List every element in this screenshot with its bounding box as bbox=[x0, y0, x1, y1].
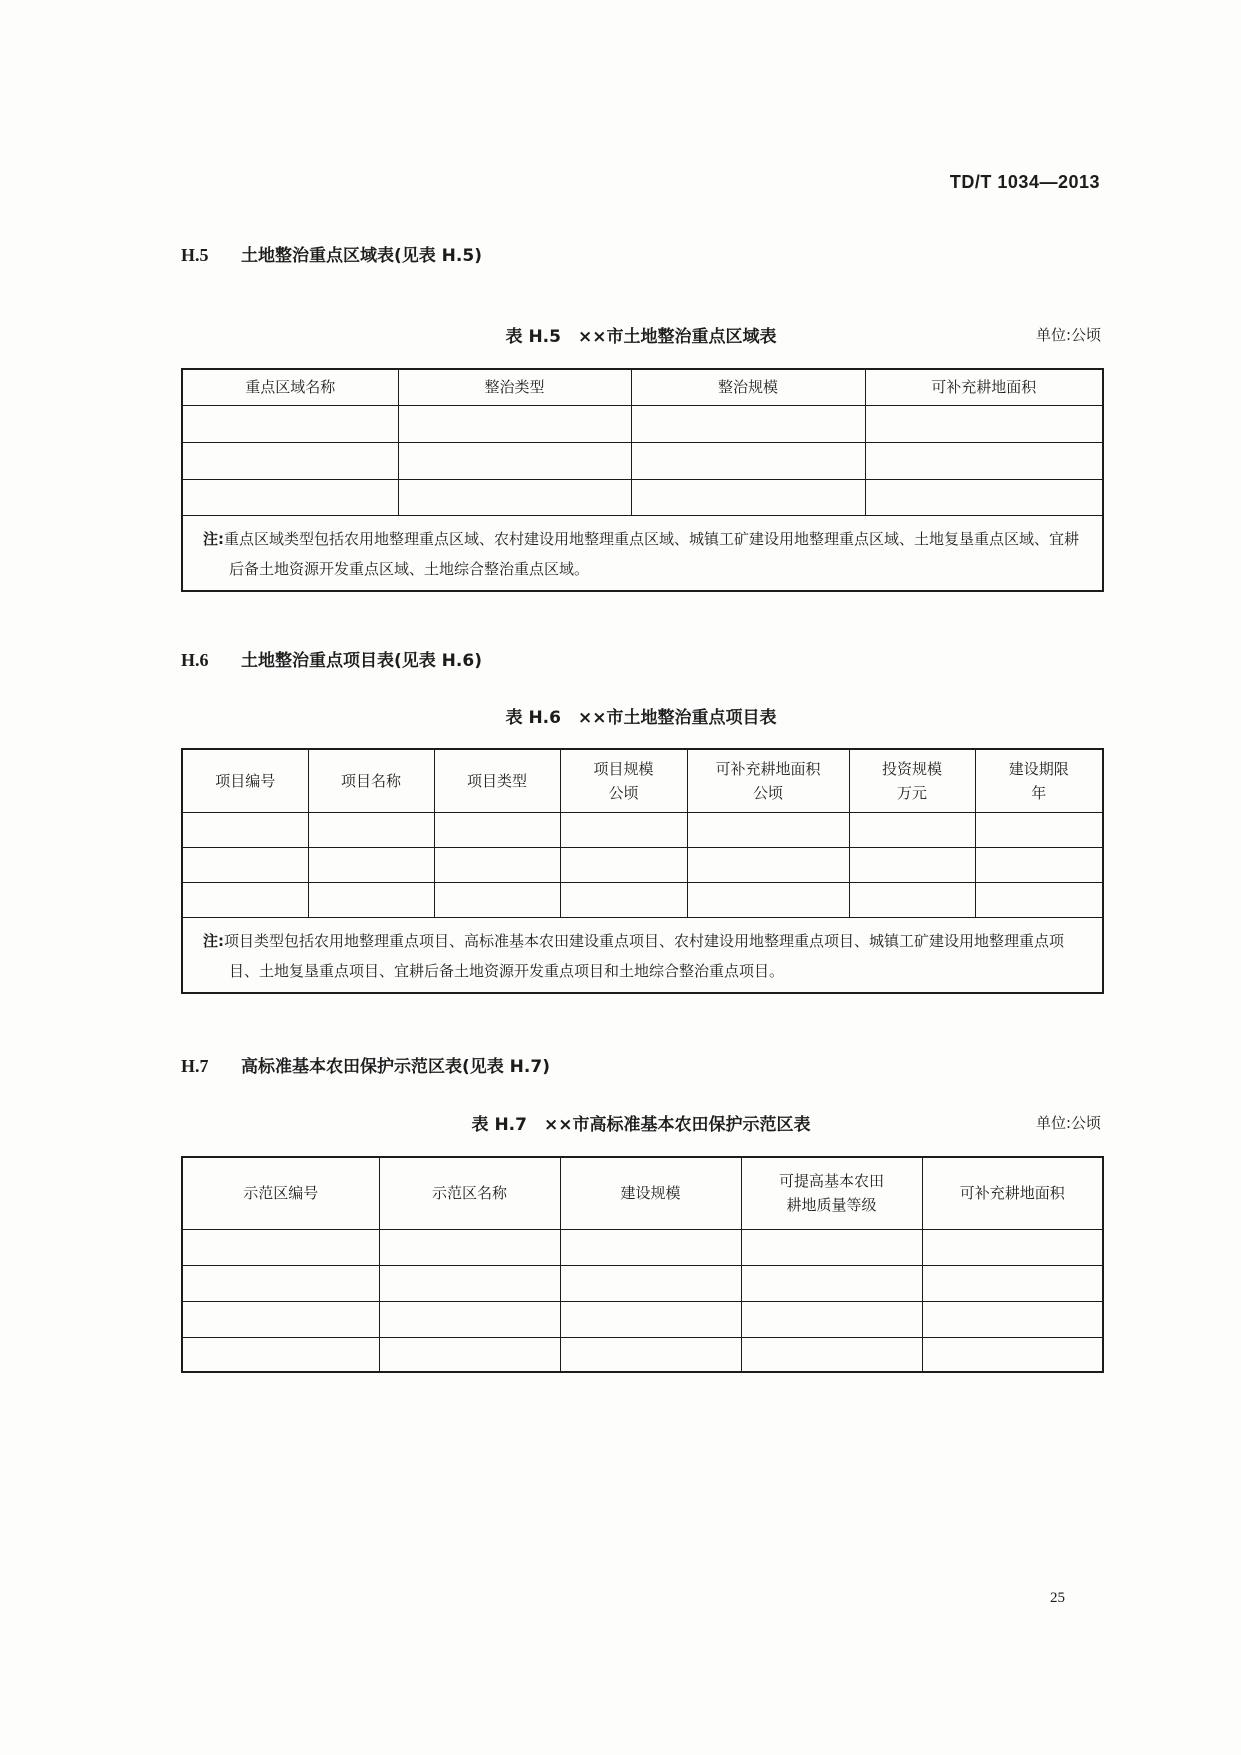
table-cell bbox=[182, 1301, 379, 1337]
table-cell bbox=[922, 1301, 1103, 1337]
table-row bbox=[182, 479, 1103, 515]
unit-label-h5: 单位:公顷 bbox=[1035, 326, 1101, 344]
table-cell bbox=[434, 812, 560, 847]
column-header bbox=[560, 749, 687, 812]
table-cell bbox=[560, 1265, 741, 1301]
header-line2: 万元 bbox=[896, 783, 927, 802]
table-cell bbox=[922, 1337, 1103, 1372]
header-line2: 公顷 bbox=[608, 783, 639, 802]
table-caption-h7: 表 H.7 ××市高标准基本农田保护示范区表 bbox=[471, 1115, 811, 1135]
table-note bbox=[182, 917, 1103, 993]
unit-label-h7: 单位:公顷 bbox=[1035, 1114, 1101, 1132]
table-cell bbox=[975, 812, 1103, 847]
table-cell bbox=[182, 847, 308, 882]
table-cell bbox=[560, 1301, 741, 1337]
section-number: H.7 bbox=[181, 1056, 209, 1076]
table-row bbox=[182, 1229, 1103, 1265]
table-h5 bbox=[181, 368, 1104, 592]
table-cell bbox=[560, 812, 687, 847]
note-text: 重点区域类型包括农用地整理重点区域、农村建设用地整理重点区域、城镇工矿建设用地整理重点区域、土地复垦重点区域、宜耕后备土地资源开发重点区域、土地综合整治重点区域。 bbox=[224, 529, 1080, 578]
table-cell bbox=[741, 1337, 922, 1372]
table-cell bbox=[922, 1265, 1103, 1301]
table-row bbox=[182, 882, 1103, 917]
table-cell bbox=[687, 847, 849, 882]
table-cell bbox=[182, 1229, 379, 1265]
column-header bbox=[741, 1157, 922, 1229]
table-cell bbox=[398, 442, 631, 479]
column-header bbox=[975, 749, 1103, 812]
table-caption-h6: 表 H.6 ××市土地整治重点项目表 bbox=[505, 708, 777, 728]
table-cell bbox=[379, 1265, 560, 1301]
section-heading-h5 bbox=[181, 241, 482, 266]
section-number: H.6 bbox=[181, 650, 209, 670]
header-line1: 项目类型 bbox=[466, 771, 527, 790]
table-cell bbox=[182, 405, 398, 442]
section-title: 高标准基本农田保护示范区表(见表 H.7) bbox=[241, 1057, 550, 1077]
table-note-row bbox=[182, 515, 1103, 591]
column-header: 重点区域名称 bbox=[182, 369, 398, 405]
table-row bbox=[182, 405, 1103, 442]
column-header bbox=[308, 749, 434, 812]
table-note-row bbox=[182, 917, 1103, 993]
table-cell bbox=[865, 479, 1103, 515]
table-cell bbox=[631, 442, 865, 479]
column-header: 整治类型 bbox=[398, 369, 631, 405]
table-cell bbox=[379, 1229, 560, 1265]
header-line1: 建设期限 bbox=[1008, 759, 1069, 778]
standard-code: TD/T 1034—2013 bbox=[949, 172, 1100, 192]
section-heading-h7 bbox=[181, 1052, 550, 1077]
column-header bbox=[182, 1157, 379, 1229]
table-cell bbox=[308, 847, 434, 882]
table-caption-h5: 表 H.5 ××市土地整治重点区域表 bbox=[505, 327, 777, 347]
table-row bbox=[182, 1337, 1103, 1372]
header-line2: 年 bbox=[1031, 783, 1047, 802]
page-number: 25 bbox=[1050, 1590, 1065, 1606]
table-cell bbox=[434, 882, 560, 917]
column-header bbox=[379, 1157, 560, 1229]
column-header bbox=[560, 1157, 741, 1229]
column-header: 可补充耕地面积 bbox=[865, 369, 1103, 405]
table-cell bbox=[865, 442, 1103, 479]
table-row bbox=[182, 442, 1103, 479]
table-cell bbox=[308, 812, 434, 847]
table-row bbox=[182, 847, 1103, 882]
table-cell bbox=[741, 1265, 922, 1301]
column-header bbox=[434, 749, 560, 812]
header-line1: 项目规模 bbox=[593, 759, 654, 778]
table-h7 bbox=[181, 1156, 1104, 1373]
header-line1: 项目名称 bbox=[340, 771, 401, 790]
table-cell bbox=[379, 1337, 560, 1372]
table-cell bbox=[308, 882, 434, 917]
table-cell bbox=[182, 442, 398, 479]
table-cell bbox=[631, 405, 865, 442]
column-header bbox=[922, 1157, 1103, 1229]
section-title: 土地整治重点区域表(见表 H.5) bbox=[241, 246, 482, 266]
table-row bbox=[182, 1301, 1103, 1337]
table-cell bbox=[182, 882, 308, 917]
column-header bbox=[849, 749, 975, 812]
table-cell bbox=[560, 882, 687, 917]
table-cell bbox=[182, 1265, 379, 1301]
header-line1: 项目编号 bbox=[215, 771, 276, 790]
table-cell bbox=[182, 479, 398, 515]
table-cell bbox=[741, 1229, 922, 1265]
table-note bbox=[182, 515, 1103, 591]
table-row bbox=[182, 812, 1103, 847]
table-header-row bbox=[182, 1157, 1103, 1229]
table-cell bbox=[922, 1229, 1103, 1265]
note-label: 注: bbox=[203, 529, 224, 548]
table-cell bbox=[434, 847, 560, 882]
header-line1: 示范区名称 bbox=[431, 1184, 507, 1203]
table-cell bbox=[182, 812, 308, 847]
header-line1: 建设规模 bbox=[620, 1184, 681, 1203]
column-header bbox=[687, 749, 849, 812]
header-line1: 可补充耕地面积 bbox=[715, 759, 821, 778]
table-header-row bbox=[182, 749, 1103, 812]
table-cell bbox=[560, 847, 687, 882]
header-line1: 可提高基本农田 bbox=[778, 1172, 884, 1191]
note-label: 注: bbox=[203, 931, 224, 950]
section-number: H.5 bbox=[181, 245, 209, 265]
table-cell bbox=[975, 847, 1103, 882]
table-cell bbox=[398, 405, 631, 442]
table-cell bbox=[560, 1229, 741, 1265]
table-cell bbox=[379, 1301, 560, 1337]
table-cell bbox=[398, 479, 631, 515]
header-line1: 投资规模 bbox=[881, 759, 942, 778]
header-line1: 示范区编号 bbox=[243, 1184, 319, 1203]
table-header-row bbox=[182, 369, 1103, 405]
column-header: 整治规模 bbox=[631, 369, 865, 405]
table-cell bbox=[849, 847, 975, 882]
table-cell bbox=[182, 1337, 379, 1372]
table-cell bbox=[687, 882, 849, 917]
table-cell bbox=[849, 812, 975, 847]
section-heading-h6 bbox=[181, 646, 482, 671]
table-cell bbox=[687, 812, 849, 847]
header-line1: 可补充耕地面积 bbox=[959, 1184, 1065, 1203]
table-h6 bbox=[181, 748, 1104, 994]
column-header bbox=[182, 749, 308, 812]
section-title: 土地整治重点项目表(见表 H.6) bbox=[241, 651, 482, 671]
table-row bbox=[182, 1265, 1103, 1301]
table-cell bbox=[631, 479, 865, 515]
note-text: 项目类型包括农用地整理重点项目、高标准基本农田建设重点项目、农村建设用地整理重点项目、城镇工矿建设用地整理重点项目、土地复垦重点项目、宜耕后备土地资源开发重点项目和土地综合整治重点项目。 bbox=[224, 931, 1065, 980]
header-line2: 耕地质量等级 bbox=[786, 1196, 877, 1215]
table-cell bbox=[560, 1337, 741, 1372]
table-cell bbox=[849, 882, 975, 917]
table-cell bbox=[741, 1301, 922, 1337]
table-cell bbox=[865, 405, 1103, 442]
table-cell bbox=[975, 882, 1103, 917]
header-line2: 公顷 bbox=[752, 783, 783, 802]
